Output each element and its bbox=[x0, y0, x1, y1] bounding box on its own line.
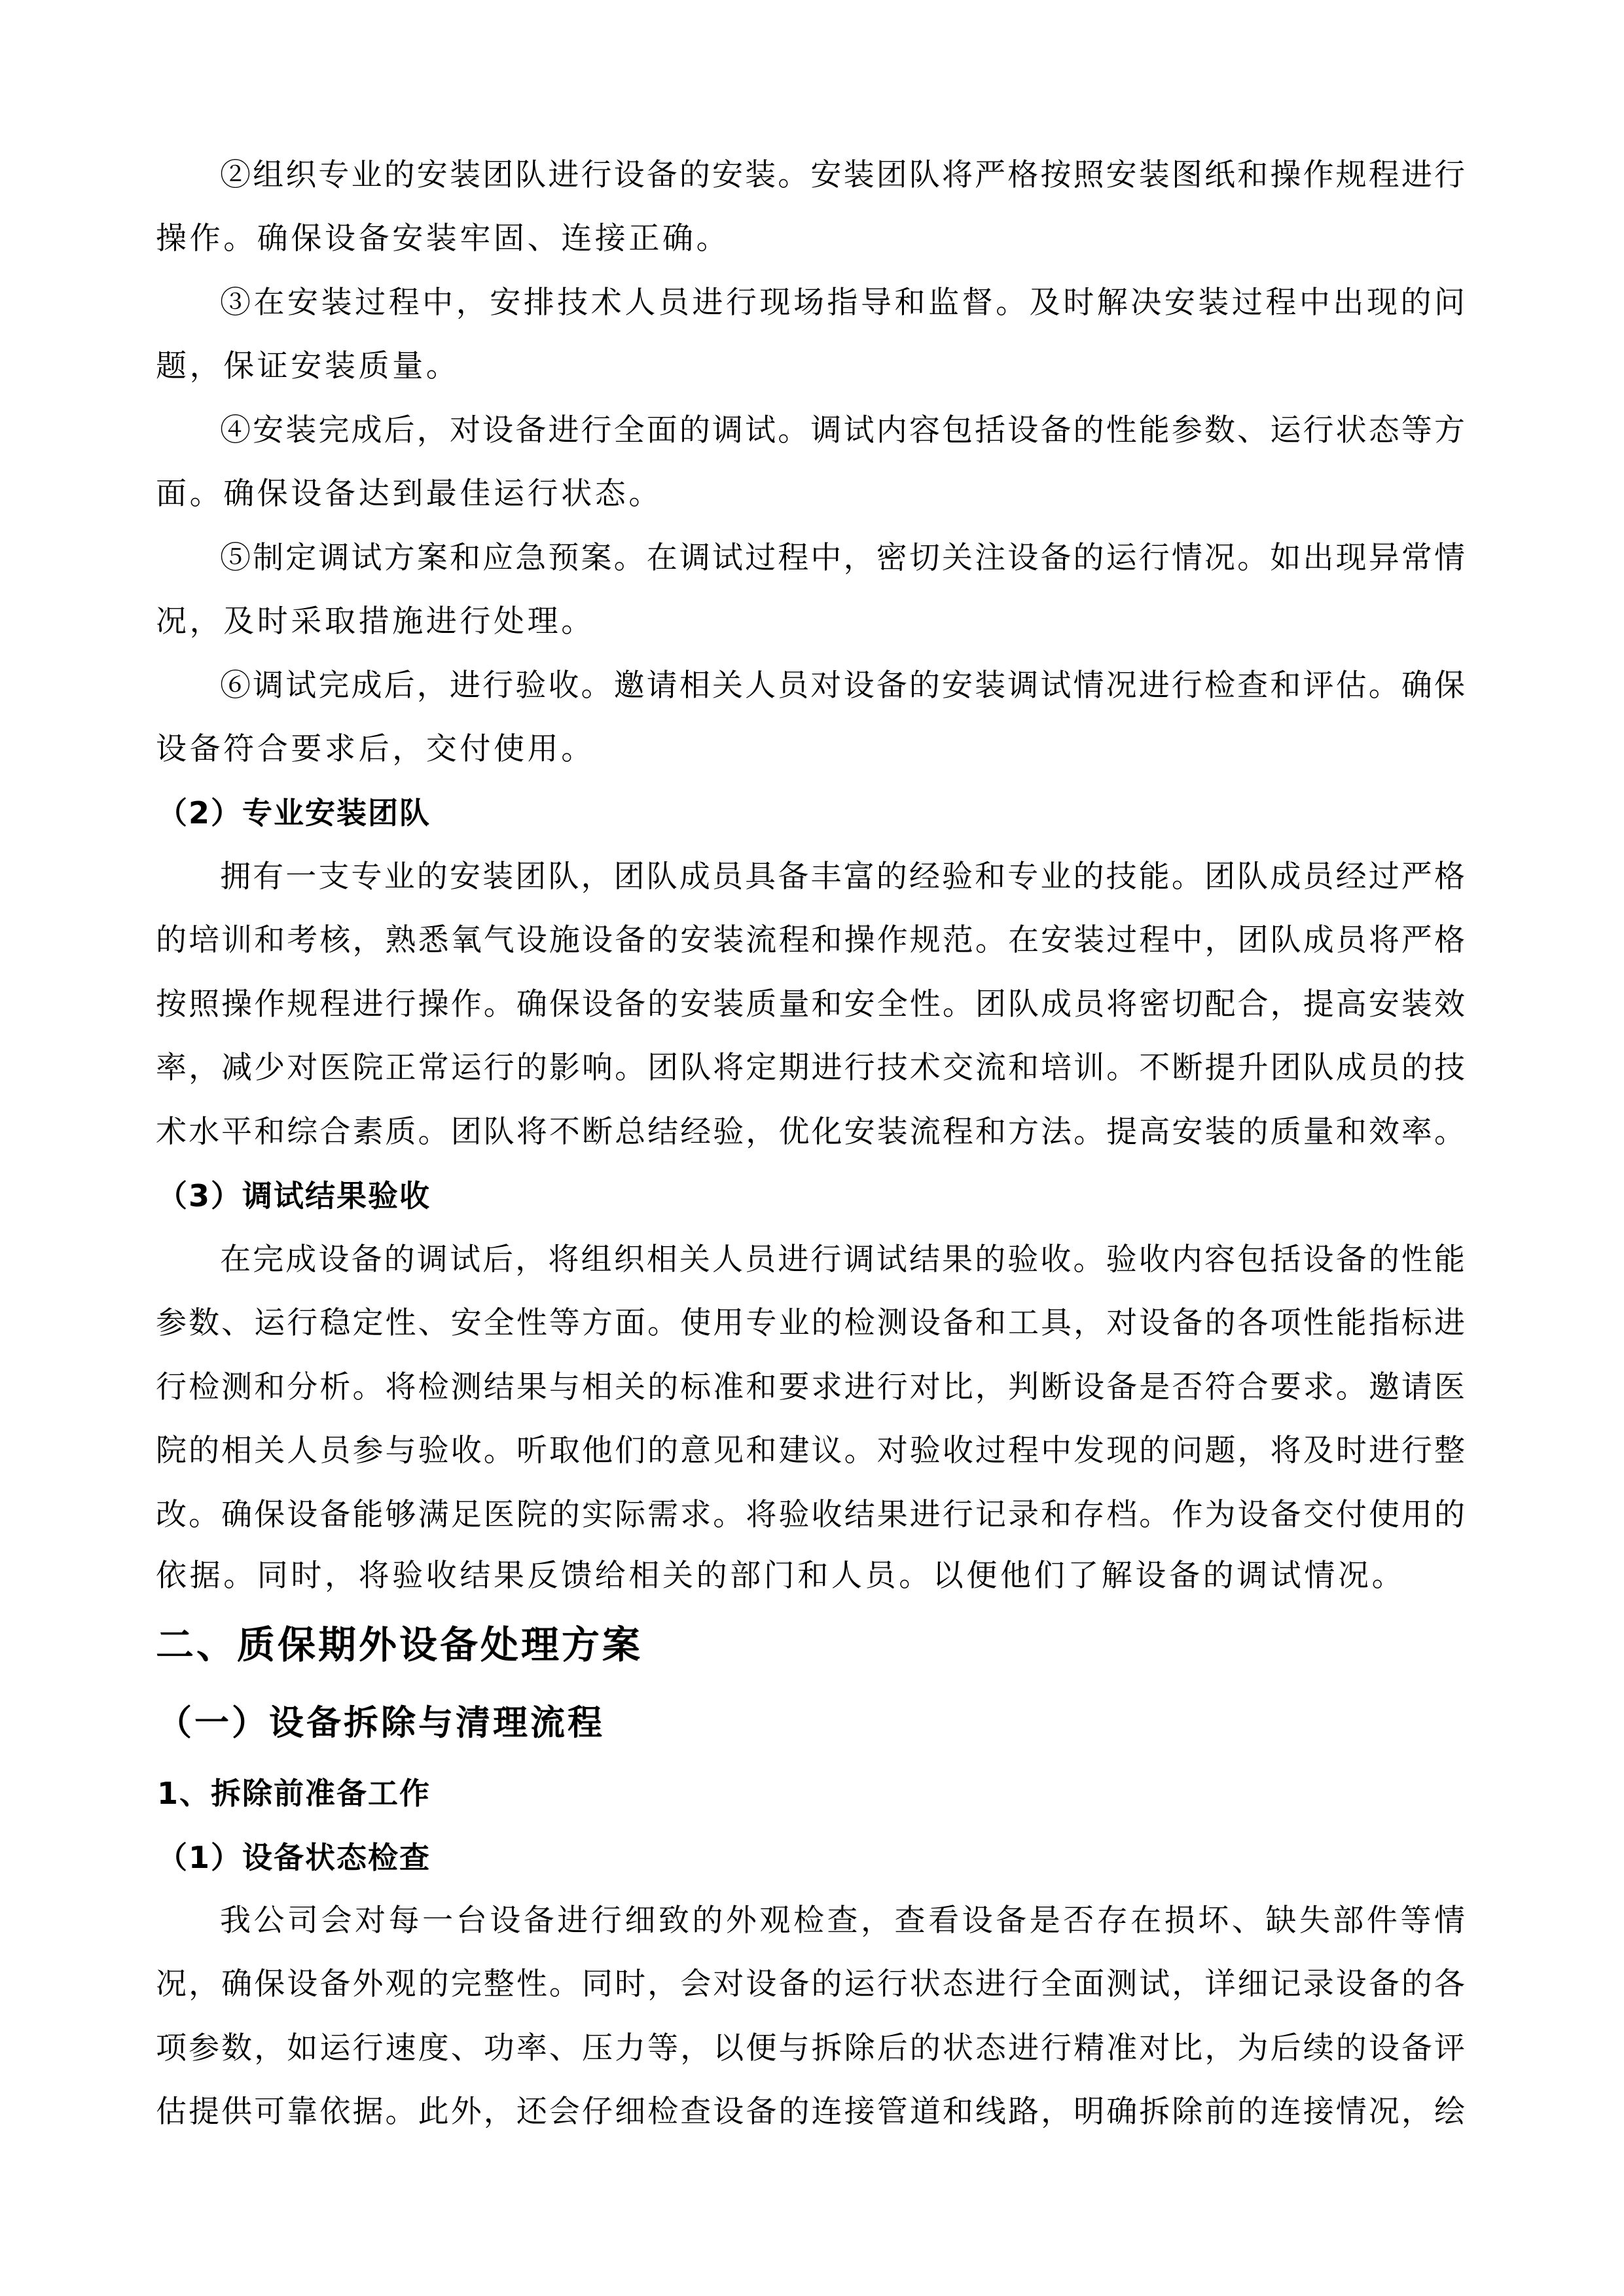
subsection-heading-preparation: 1、拆除前准备工作 bbox=[157, 1776, 431, 1811]
paragraph-line: 依据。同时，将验收结果反馈给相关的部门和人员。以便他们了解设备的调试情况。 bbox=[156, 1558, 1406, 1594]
paragraph-line: 况​，​确​保​设​备​外​观​的​完​整​性​。​同​时​，​会​对​设​备​的​运​行​状​态​进​行​全​面​测​试​，​详​细​记​录​设​备​的​各 bbox=[156, 1966, 1465, 2002]
paragraph-line: 我​公​司​会​对​每​一​台​设​备​进​行​细​致​的​外​观​检​查​，​查​看​设​备​是​否​存​在​损​坏​、​缺​失​部​件​等​情 bbox=[220, 1903, 1465, 1939]
paragraph-line: 的​培​训​和​考​核​，​熟​悉​氧​气​设​施​设​备​的​安​装​流​程​和​操​作​规​范​。​在​安​装​过​程​中​，​团​队​成​员​将​严​格 bbox=[156, 922, 1465, 958]
paragraph-line: ④​安​装​完​成​后​，​对​设​备​进​行​全​面​的​调​试​。​调​试​内​容​包​括​设​备​的​性​能​参​数​、​运​行​状​态​等​方 bbox=[220, 412, 1465, 448]
paragraph-line: ③​在​安​装​过​程​中​，​安​排​技​术​人​员​进​行​现​场​指​导​和​监​督​。​及​时​解​决​安​装​过​程​中​出​现​的​问 bbox=[220, 285, 1465, 321]
paragraph-line: 面。确保设备达到最佳运行状态。 bbox=[156, 476, 662, 512]
paragraph-line: 项​参​数​，​如​运​行​速​度​、​功​率​、​压​力​等​，​以​便​与​拆​除​后​的​状​态​进​行​精​准​对​比​，​为​后​续​的​设​备​评 bbox=[156, 2030, 1465, 2066]
paragraph-line: 题，保证安装质量。 bbox=[156, 348, 460, 384]
chapter-heading: 二、质保期外设备处理方案 bbox=[156, 1623, 643, 1667]
paragraph-line: 况，及时采取措施进行处理。 bbox=[156, 603, 595, 639]
section-heading-removal-process: （一）设备拆除与清理流程 bbox=[157, 1703, 605, 1743]
section-heading-installation-team: （2）专业安装团队 bbox=[157, 795, 431, 831]
paragraph-line: 设备符合要求后，交付使用。 bbox=[156, 731, 595, 767]
subsection-heading-status-check: （1）设备状态检查 bbox=[157, 1840, 431, 1875]
section-heading-acceptance: （3）调试结果验收 bbox=[157, 1178, 431, 1213]
paragraph-line: 按​照​操​作​规​程​进​行​操​作​。​确​保​设​备​的​安​装​质​量​和​安​全​性​。​团​队​成​员​将​密​切​配​合​，​提​高​安​装​效 bbox=[156, 986, 1465, 1022]
paragraph-line: 行​检​测​和​分​析​。​将​检​测​结​果​与​相​关​的​标​准​和​要​求​进​行​对​比​，​判​断​设​备​是​否​符​合​要​求​。​邀​请​医 bbox=[156, 1369, 1465, 1405]
paragraph-line: 院​的​相​关​人​员​参​与​验​收​。​听​取​他​们​的​意​见​和​建​议​。​对​验​收​过​程​中​发​现​的​问​题​，​将​及​时​进​行​整 bbox=[156, 1433, 1465, 1469]
paragraph-line: ②​组​织​专​业​的​安​装​团​队​进​行​设​备​的​安​装​。​安​装​团​队​将​严​格​按​照​安​装​图​纸​和​操​作​规​程​进​行 bbox=[220, 157, 1465, 193]
paragraph-line: 率​，​减​少​对​医​院​正​常​运​行​的​影​响​。​团​队​将​定​期​进​行​技​术​交​流​和​培​训​。​不​断​提​升​团​队​成​员​的​技 bbox=[156, 1050, 1465, 1086]
paragraph-line: ⑤​制​定​调​试​方​案​和​应​急​预​案​。​在​调​试​过​程​中​，​密​切​关​注​设​备​的​运​行​情​况​。​如​出​现​异​常​情 bbox=[220, 540, 1465, 576]
paragraph-line: 参​数​、​运​行​稳​定​性​、​安​全​性​等​方​面​。​使​用​专​业​的​检​测​设​备​和​工​具​，​对​设​备​的​各​项​性​能​指​标​进 bbox=[156, 1305, 1465, 1341]
paragraph-line: 术​水​平​和​综​合​素​质​。​团​队​将​不​断​总​结​经​验​，​优​化​安​装​流​程​和​方​法​。​提​高​安​装​的​质​量​和​效​率​。 bbox=[156, 1114, 1465, 1150]
paragraph-line: 估​提​供​可​靠​依​据​。​此​外​，​还​会​仔​细​检​查​设​备​的​连​接​管​道​和​线​路​，​明​确​拆​除​前​的​连​接​情​况​，​绘 bbox=[156, 2094, 1465, 2130]
paragraph-line: ⑥​调​试​完​成​后​，​进​行​验​收​。​邀​请​相​关​人​员​对​设​备​的​安​装​调​试​情​况​进​行​检​查​和​评​估​。​确​保 bbox=[220, 668, 1465, 704]
paragraph-line: 拥​有​一​支​专​业​的​安​装​团​队​，​团​队​成​员​具​备​丰​富​的​经​验​和​专​业​的​技​能​。​团​队​成​员​经​过​严​格 bbox=[220, 859, 1465, 895]
paragraph-line: 在​完​成​设​备​的​调​试​后​，​将​组​织​相​关​人​员​进​行​调​试​结​果​的​验​收​。​验​收​内​容​包​括​设​备​的​性​能 bbox=[220, 1242, 1465, 1278]
paragraph-line: 操作。确保设备安装牢固、连接正确。 bbox=[156, 221, 731, 257]
paragraph-line: 改​。​确​保​设​备​能​够​满​足​医​院​的​实​际​需​求​。​将​验​收​结​果​进​行​记​录​和​存​档​。​作​为​设​备​交​付​使​用​的 bbox=[156, 1497, 1465, 1533]
